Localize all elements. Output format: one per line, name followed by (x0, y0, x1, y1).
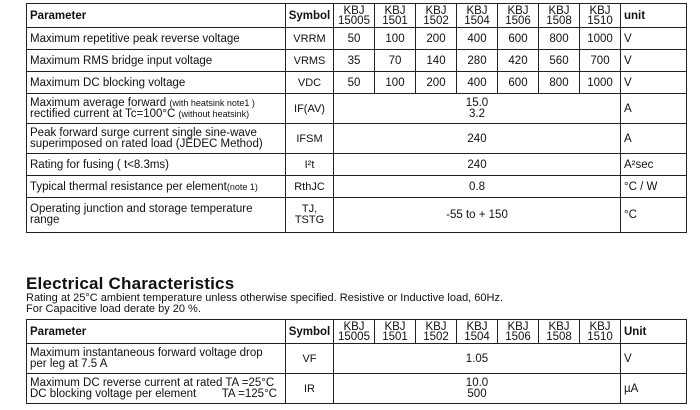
value-cell: 240 (334, 124, 621, 154)
col-header-model: KBJ 1504 (457, 320, 498, 344)
param-label: Maximum DC blocking voltage (27, 72, 286, 94)
value-cell: 800 (539, 72, 580, 94)
col-header-parameter: Parameter (27, 4, 286, 28)
value-cell: 240 (334, 154, 621, 176)
table-row (27, 50, 687, 72)
col-header-symbol: Symbol (286, 320, 334, 344)
symbol-line: TJ, (301, 203, 318, 215)
value-cell: 0.8 (334, 176, 621, 198)
col-header-model: KBJ 1506 (498, 4, 539, 28)
unit-cell: µA (621, 374, 687, 404)
symbol-cell: VDC (286, 72, 334, 94)
param-note: (with heatsink note1 ) (169, 97, 255, 108)
value-cell: 140 (416, 50, 457, 72)
param-label-line: Peak forward surge current single sine-wave (30, 126, 257, 139)
param-label (27, 124, 286, 154)
value-cell: 400 (457, 28, 498, 50)
symbol-cell: IF(AV) (286, 94, 334, 124)
value-cell: 400 (457, 72, 498, 94)
table-row (27, 344, 687, 374)
value-line: 10.0 (465, 376, 489, 389)
value-cell: 1000 (580, 72, 621, 94)
table-header-row (27, 320, 687, 344)
symbol-cell: VF (286, 344, 334, 374)
col-header-model: KBJ 15005 (334, 4, 375, 28)
table-row (27, 176, 687, 198)
param-label (27, 374, 286, 404)
value-cell: 420 (498, 50, 539, 72)
value-cell: 100 (375, 28, 416, 50)
param-label (27, 94, 286, 124)
maximum-ratings-table (26, 3, 687, 233)
unit-cell: V (621, 72, 687, 94)
value-cell: 200 (416, 72, 457, 94)
value-cell: 560 (539, 50, 580, 72)
symbol-cell: I²t (286, 154, 334, 176)
param-label (27, 344, 286, 374)
value-cell: 600 (498, 28, 539, 50)
symbol-cell: IR (286, 374, 334, 404)
value-cell: 35 (334, 50, 375, 72)
value-cell (334, 374, 621, 404)
value-cell: 600 (498, 72, 539, 94)
symbol-cell: IFSM (286, 124, 334, 154)
symbol-cell (286, 198, 334, 233)
param-label (27, 176, 286, 198)
unit-cell: V (621, 50, 687, 72)
conditions-note: For Capacitive load derate by 20 %. (26, 303, 201, 315)
param-label-line: range (30, 214, 60, 226)
value-cell: -55 to + 150 (334, 198, 621, 233)
value-cell: 1000 (580, 28, 621, 50)
value-cell (334, 94, 621, 124)
table-row (27, 198, 687, 233)
unit-cell: A (621, 94, 687, 124)
col-header-model: KBJ 1502 (416, 4, 457, 28)
param-note: (without heatsink) (178, 108, 250, 119)
value-cell: 800 (539, 28, 580, 50)
value-line: 3.2 (469, 107, 485, 120)
param-note: (note 1) (226, 181, 258, 192)
param-label: Maximum repetitive peak reverse voltage (27, 28, 286, 50)
col-header-model: KBJ 1501 (375, 320, 416, 344)
param-label-line: Typical thermal resistance per element (30, 180, 227, 193)
unit-cell: A (621, 124, 687, 154)
table-row (27, 28, 687, 50)
col-header-model: KBJ 1501 (375, 4, 416, 28)
col-header-model: KBJ 1510 (580, 4, 621, 28)
param-label-line: rectified current at Tc=100°C (30, 107, 176, 120)
param-label-line: superimposed on rated load (JEDEC Method) (30, 137, 263, 150)
table-row (27, 72, 687, 94)
col-header-model: KBJ 1508 (539, 320, 580, 344)
symbol-cell: VRRM (286, 28, 334, 50)
param-label-line: Maximum average forward (30, 96, 167, 109)
col-header-model: KBJ 1508 (539, 4, 580, 28)
value-cell: 700 (580, 50, 621, 72)
value-cell: 50 (334, 72, 375, 94)
table-row (27, 124, 687, 154)
symbol-cell: VRMS (286, 50, 334, 72)
param-label: Rating for fusing ( t<8.3ms) (27, 154, 286, 176)
table-row (27, 154, 687, 176)
col-header-model: KBJ 15005 (334, 320, 375, 344)
unit-cell: V (621, 28, 687, 50)
param-label: Maximum RMS bridge input voltage (27, 50, 286, 72)
value-cell: 280 (457, 50, 498, 72)
param-label-line: Maximum DC reverse current at rated (30, 376, 223, 389)
conditions-note: Rating at 25°C ambient temperature unless otherwise specified. Resistive or Inductive load, 60Hz. (26, 292, 504, 304)
electrical-characteristics-table (26, 319, 687, 404)
col-header-model: KBJ 1502 (416, 320, 457, 344)
table-header-row (27, 4, 687, 28)
value-line: 15.0 (465, 96, 489, 109)
param-label-line: DC blocking voltage per element (30, 387, 197, 400)
param-label-line: Maximum instantaneous forward voltage drop (30, 346, 263, 359)
param-label-line: per leg at 7.5 A (30, 357, 108, 370)
param-condition: TA =125°C (221, 387, 277, 400)
value-cell: 200 (416, 28, 457, 50)
param-condition: TA =25°C (225, 376, 275, 389)
value-cell: 1.05 (334, 344, 621, 374)
unit-cell: V (621, 344, 687, 374)
col-header-model: KBJ 1506 (498, 320, 539, 344)
unit-cell: °C / W (621, 176, 687, 198)
unit-cell: A²sec (621, 154, 687, 176)
col-header-unit: unit (621, 4, 687, 28)
col-header-symbol: Symbol (286, 4, 334, 28)
col-header-model: KBJ 1510 (580, 320, 621, 344)
value-cell: 50 (334, 28, 375, 50)
param-label (27, 198, 286, 233)
col-header-parameter: Parameter (27, 320, 286, 344)
col-header-model: KBJ 1504 (457, 4, 498, 28)
section-title: Electrical Characteristics (26, 274, 235, 293)
col-header-unit: Unit (621, 320, 687, 344)
table-row (27, 94, 687, 124)
value-cell: 70 (375, 50, 416, 72)
symbol-line: TSTG (294, 214, 325, 226)
param-label-line: Operating junction and storage temperature (30, 203, 253, 215)
unit-cell: °C (621, 198, 687, 233)
symbol-cell: RthJC (286, 176, 334, 198)
value-line: 500 (467, 387, 487, 400)
table-row (27, 374, 687, 404)
value-cell: 100 (375, 72, 416, 94)
